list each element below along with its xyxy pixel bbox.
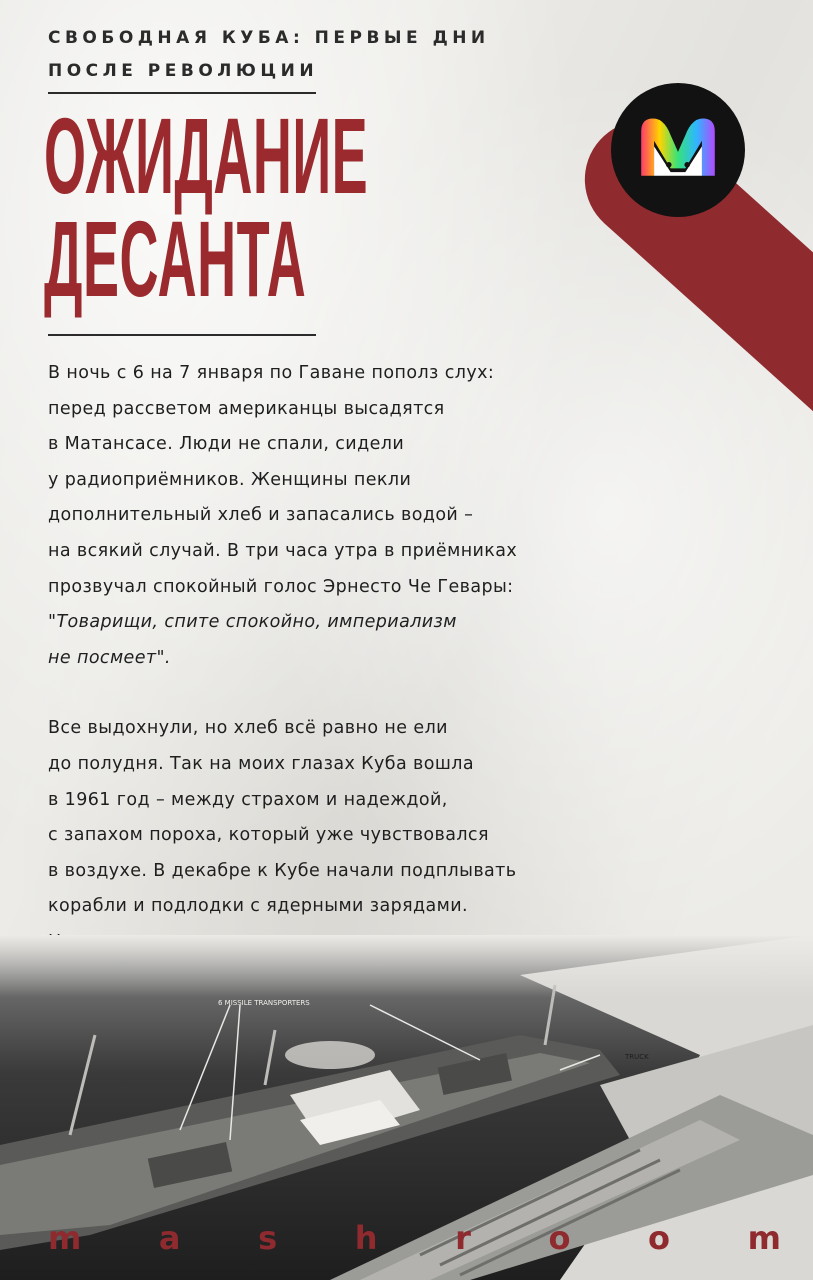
watermark-letter: a [158,1219,181,1257]
text-line: прозвучал спокойный голос Эрнесто Че Гевары: [48,576,514,597]
watermark-letter: s [258,1219,278,1257]
text-line: у радиоприёмников. Женщины пекли [48,469,412,490]
mashroom-watermark [0,1218,813,1258]
watermark-letter: h [354,1219,378,1257]
title-line-1: ОЖИДАНИЕ [44,95,369,216]
text-line: в 1961 год – между страхом и надеждой, [48,789,448,810]
watermark-letter: o [648,1219,670,1257]
watermark-letter: o [548,1219,571,1257]
text-line: с запахом пороха, который уже чувствовался [48,825,489,846]
logo-m-glyph [632,104,724,196]
text-line: на всякий случай. В три часа утра в приёмниках [48,540,518,561]
divider-bottom [48,334,316,336]
text-line: В ночь с 6 на 7 января по Гаване пополз слух: [48,363,495,383]
text-line: в воздухе. В декабре к Кубе начали подплывать [48,860,517,881]
paragraph-1 [48,356,788,676]
mashroom-logo-icon[interactable] [611,83,745,217]
watermark-letter: r [455,1219,471,1257]
che-quote-line: не посмеет". [48,647,171,668]
subtitle [48,22,568,88]
text-line: дополнительный хлеб и запасались водой – [48,505,474,526]
divider-top [48,92,316,94]
watermark-letter: m [747,1219,781,1257]
paragraph-2 [48,711,788,960]
text-line: перед рассветом американцы высадятся [48,398,445,419]
title-line-2: ДЕСАНТА [44,198,307,319]
text-line: Все выдохнули, но хлеб всё равно не ели [48,718,448,739]
page-title [44,95,369,319]
article-body [48,356,788,961]
subtitle-line-1: СВОБОДНАЯ КУБА: ПЕРВЫЕ ДНИ [48,28,490,48]
text-line: до полудня. Так на моих глазах Куба вошла [48,753,474,774]
text-line: в Матансасе. Люди не спали, сидели [48,434,405,455]
subtitle-line-2: ПОСЛЕ РЕВОЛЮЦИИ [48,61,319,81]
watermark-letter: m [48,1219,82,1257]
che-quote-line: "Товарищи, спите спокойно, империализм [48,612,457,633]
text-line: корабли и подлодки с ядерными зарядами. [48,896,469,917]
